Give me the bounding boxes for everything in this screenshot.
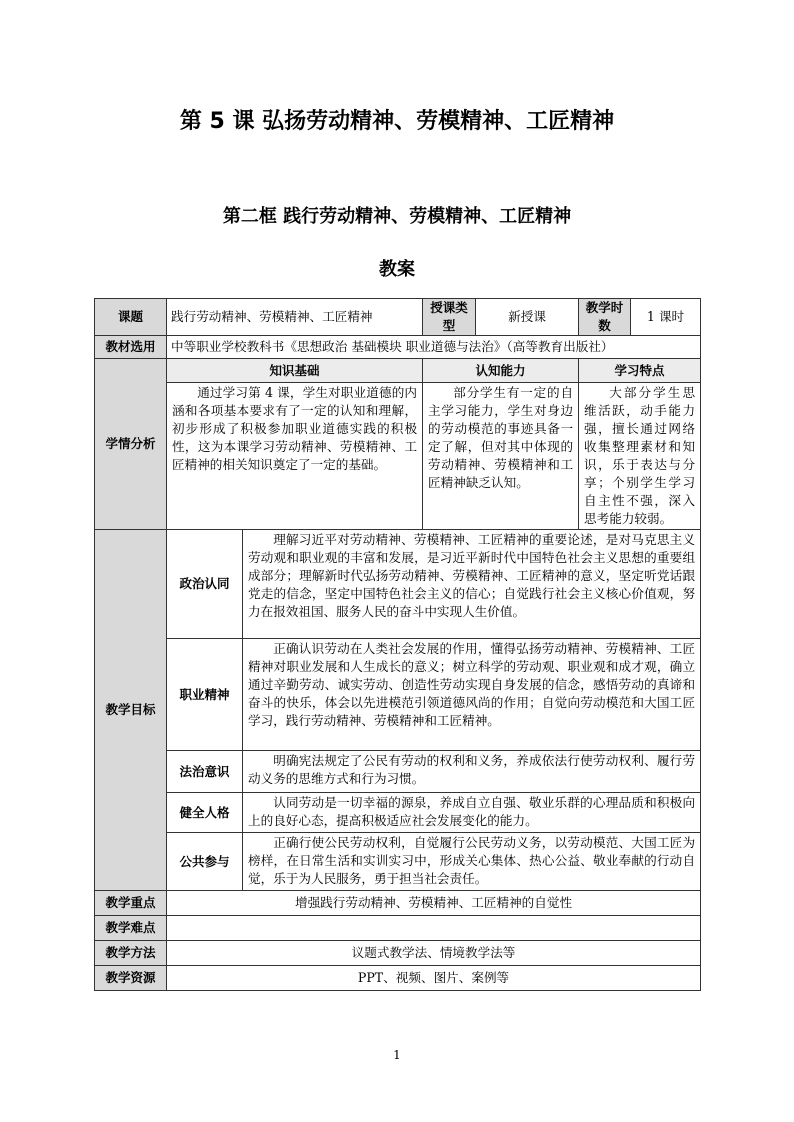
lesson-plan-table (94, 298, 701, 991)
textbook-label: 教材选用 (95, 336, 167, 359)
resource-row (95, 966, 701, 991)
goal-text: 明确宪法规定了公民有劳动的权利和义务，养成依法行使劳动权利、履行劳动义务的思维方式和行为习惯。 (243, 751, 701, 793)
goal-row-personality (95, 793, 701, 833)
difficulty-row (95, 916, 701, 941)
cognitive-ability-header: 认知能力 (423, 359, 579, 383)
topic-row (95, 299, 701, 336)
class-type-label: 授课类型 (423, 299, 476, 336)
analysis-label: 学情分析 (95, 359, 167, 530)
resource-value: PPT、视频、图片、案例等 (167, 966, 701, 991)
analysis-content-row (95, 383, 701, 530)
goal-name: 健全人格 (167, 793, 243, 833)
goal-name: 职业精神 (167, 639, 243, 751)
method-row (95, 941, 701, 966)
cognitive-ability-text: 部分学生有一定的自主学习能力，学生对身边的劳动模范的事迹具备一定了解，但对其中体现的劳动精神、劳模精神和工匠精神缺乏认知。 (423, 383, 579, 530)
class-type-value: 新授课 (476, 299, 579, 336)
goal-row-participation (95, 833, 701, 891)
hours-label: 教学时数 (579, 299, 631, 336)
goal-text: 正确行使公民劳动权利，自觉履行公民劳动义务，以劳动模范、大国工匠为榜样，在日常生活和实训实习中，形成关心集体、热心公益、敬业奉献的行动自觉，乐于为人民服务，勇于担当社会责任。 (243, 833, 701, 891)
textbook-value: 中等职业学校教科书《思想政治 基础模块 职业道德与法治》（高等教育出版社） (167, 336, 701, 359)
topic-label: 课题 (95, 299, 167, 336)
difficulty-label: 教学难点 (95, 916, 167, 941)
goal-text: 理解习近平对劳动精神、劳模精神、工匠精神的重要论述，是对马克思主义劳动观和职业观的丰富和发展，是习近平新时代中国特色社会主义思想的重要组成部分；理解新时代弘扬劳动精神、劳模精神、工匠精神的意义，坚定听党话跟党走的信念，坚定中国特色社会主义的信心；自觉践行社会主义核心价值观，努力在报效祖国、服务人民的奋斗中实现人生价值。 (243, 530, 701, 639)
goal-text: 正确认识劳动在人类社会发展的作用，懂得弘扬劳动精神、劳模精神、工匠精神对职业发展和人生成长的意义；树立科学的劳动观、职业观和成才观，确立通过辛勤劳动、诚实劳动、创造性劳动实现自身发展的信念，感悟劳动的真谛和奋斗的快乐，体会以先进模范引领道德风尚的作用；自觉向劳动模范和大国工匠学习，践行劳动精神、劳模精神和工匠精神。 (243, 639, 701, 751)
key-point-row (95, 891, 701, 916)
lesson-title: 第 5 课 弘扬劳动精神、劳模精神、工匠精神 (179, 109, 615, 134)
knowledge-base-header: 知识基础 (167, 359, 423, 383)
analysis-header-row (95, 359, 701, 383)
hours-value: 1 课时 (631, 299, 701, 336)
goals-label: 教学目标 (95, 530, 167, 891)
document-type: 教案 (379, 259, 415, 280)
goal-row-political (95, 530, 701, 639)
goal-row-legal (95, 751, 701, 793)
learning-traits-header: 学习特点 (579, 359, 701, 383)
goal-name: 公共参与 (167, 833, 243, 891)
section-title: 第二框 践行劳动精神、劳模精神、工匠精神 (222, 206, 572, 227)
goal-name: 法治意识 (167, 751, 243, 793)
goal-name: 政治认同 (167, 530, 243, 639)
textbook-row (95, 336, 701, 359)
resource-label: 教学资源 (95, 966, 167, 991)
learning-traits-text: 大部分学生思维活跃，动手能力强，擅长通过网络收集整理素材和知识，乐于表达与分享；个别学生学习自主性不强，深入思考能力较弱。 (579, 383, 701, 530)
page-number: 1 (393, 1048, 401, 1062)
method-value: 议题式教学法、情境教学法等 (167, 941, 701, 966)
topic-value: 践行劳动精神、劳模精神、工匠精神 (167, 299, 423, 336)
goal-row-professional (95, 639, 701, 751)
knowledge-base-text: 通过学习第 4 课，学生对职业道德的内涵和各项基本要求有了一定的认知和理解，初步形成了积极参加职业道德实践的积极性，这为本课学习劳动精神、劳模精神、工匠精神的相关知识奠定了一定的基础。 (167, 383, 423, 530)
method-label: 教学方法 (95, 941, 167, 966)
goal-text: 认同劳动是一切幸福的源泉，养成自立自强、敬业乐群的心理品质和积极向上的良好心态，提高积极适应社会发展变化的能力。 (243, 793, 701, 833)
difficulty-value (167, 916, 701, 941)
key-point-label: 教学重点 (95, 891, 167, 916)
key-point-value: 增强践行劳动精神、劳模精神、工匠精神的自觉性 (167, 891, 701, 916)
